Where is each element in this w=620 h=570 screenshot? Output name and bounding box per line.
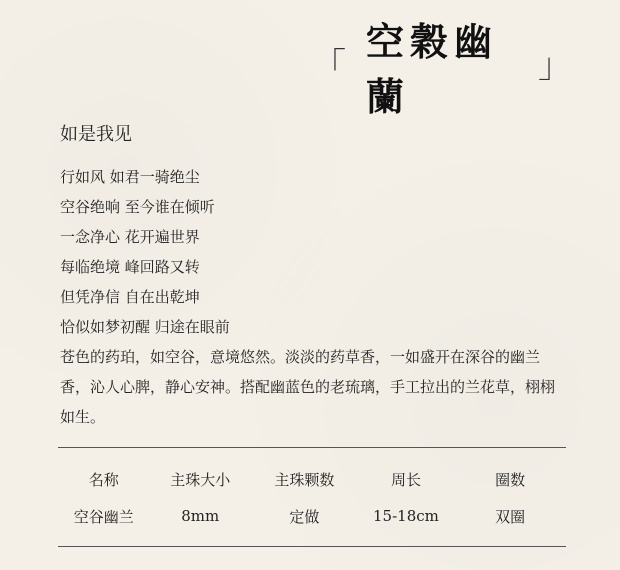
page-title — [312, 19, 572, 119]
poem — [60, 162, 230, 342]
spec-value-bead-size: 8mm — [181, 507, 220, 525]
spec-header-bead-count: 主珠颗数 — [274, 470, 335, 489]
title-text: 空穀幽蘭 — [366, 19, 499, 119]
title-close-bracket: 」 — [538, 46, 572, 86]
poem-line: 每临绝境 峰回路又转 — [60, 258, 200, 276]
poem-line: 恰似如梦初醒 归途在眼前 — [60, 318, 230, 336]
table-top-divider — [58, 447, 566, 448]
spec-header-loops: 圈数 — [495, 470, 526, 489]
spec-value-row — [58, 496, 566, 536]
spec-value-bead-count: 定做 — [289, 507, 320, 526]
spec-header-row — [58, 462, 566, 496]
section-heading: 如是我见 — [60, 124, 132, 145]
table-bottom-divider — [58, 546, 566, 547]
poem-line: 一念净心 花开遍世界 — [60, 228, 200, 246]
spec-value-name: 空谷幽兰 — [73, 507, 134, 526]
poem-line: 行如风 如君一骑绝尘 — [60, 168, 200, 186]
spec-value-circumference: 15-18cm — [373, 507, 439, 525]
poem-line: 但凭净信 自在出乾坤 — [60, 288, 200, 306]
poem-line: 空谷绝响 至今谁在倾听 — [60, 198, 215, 216]
product-description: 苍色的药珀，如空谷，意境悠然。淡淡的药草香，一如盛开在深谷的幽兰香，沁人心脾，静心安神。搭配幽蓝色的老琉璃，手工拉出的兰花草，栩栩如生。 — [60, 348, 556, 426]
spec-value-loops: 双圈 — [495, 507, 526, 526]
spec-header-bead-size: 主珠大小 — [170, 470, 231, 489]
spec-table — [58, 462, 566, 536]
spec-header-name: 名称 — [88, 470, 119, 489]
title-open-bracket: 「 — [312, 46, 346, 86]
spec-header-circumference: 周长 — [390, 470, 421, 489]
